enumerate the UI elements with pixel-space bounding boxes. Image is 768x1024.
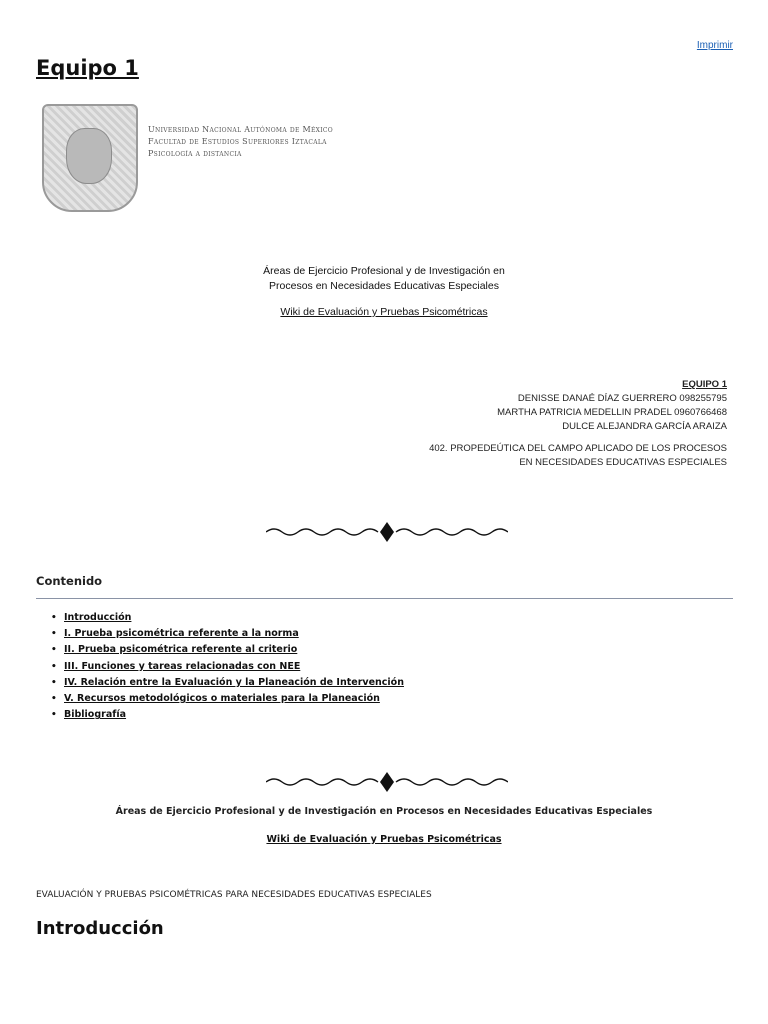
print-link[interactable]: Imprimir <box>696 40 733 51</box>
page-title: Equipo 1 <box>36 56 139 80</box>
section-wiki-link[interactable]: Wiki de Evaluación y Pruebas Psicométricas <box>266 834 502 845</box>
toc-item-introduccion[interactable]: • Introducción <box>64 610 404 626</box>
toc-list <box>36 610 404 723</box>
toc-item-criterio[interactable]: • II. Prueba psicométrica referente al criterio <box>64 642 404 658</box>
cover-title-block <box>0 264 768 320</box>
institution-line-program: Psicología a distancia <box>148 149 242 158</box>
team-member: DENISSE DANAÉ DÍAZ GUERRERO 098255795 <box>517 393 727 404</box>
team-title: EQUIPO 1 <box>682 379 727 390</box>
cover-title-line1: Áreas de Ejercicio Profesional y de Investigación en <box>263 265 505 277</box>
toc-item-funciones[interactable]: • III. Funciones y tareas relacionadas con NEE <box>64 659 404 675</box>
course-line1: 402. PROPEDEÚTICA DEL CAMPO APLICADO DE LOS PROCESOS <box>429 443 727 454</box>
section-caps-heading: EVALUACIÓN Y PRUEBAS PSICOMÉTRICAS PARA NECESIDADES EDUCATIVAS ESPECIALES <box>36 890 432 900</box>
toc-heading: Contenido <box>36 574 103 588</box>
team-member: DULCE ALEJANDRA GARCÍA ARAIZA <box>562 421 727 432</box>
intro-heading: Introducción <box>36 918 164 939</box>
toc-item-bibliografia[interactable]: • Bibliografía <box>64 707 404 723</box>
team-member: MARTHA PATRICIA MEDELLIN PRADEL 0960766468 <box>497 407 727 418</box>
toc-divider <box>36 598 733 599</box>
toc-item-norma[interactable]: • I. Prueba psicométrica referente a la norma <box>64 626 404 642</box>
institution-line-university: Universidad Nacional Autónoma de México <box>148 125 333 134</box>
section-subtitle: Áreas de Ejercicio Profesional y de Investigación en Procesos en Necesidades Educativas Especiales <box>115 806 653 817</box>
institution-line-faculty: Facultad de Estudios Superiores Iztacala <box>148 137 327 146</box>
team-block <box>429 378 727 470</box>
cover-wiki-title: Wiki de Evaluación y Pruebas Psicométricas <box>280 306 488 318</box>
ornament-divider-icon <box>266 522 508 542</box>
toc-item-relacion[interactable]: • IV. Relación entre la Evaluación y la Planeación de Intervención <box>64 675 404 691</box>
toc-item-recursos[interactable]: • V. Recursos metodológicos o materiales para la Planeación <box>64 691 404 707</box>
ornament-divider-icon <box>266 772 508 792</box>
cover-title-line2: Procesos en Necesidades Educativas Especiales <box>269 280 499 292</box>
course-line2: EN NECESIDADES EDUCATIVAS ESPECIALES <box>519 457 727 468</box>
institution-header <box>42 104 333 212</box>
institution-lines <box>148 124 333 160</box>
unam-seal-icon <box>42 104 138 212</box>
